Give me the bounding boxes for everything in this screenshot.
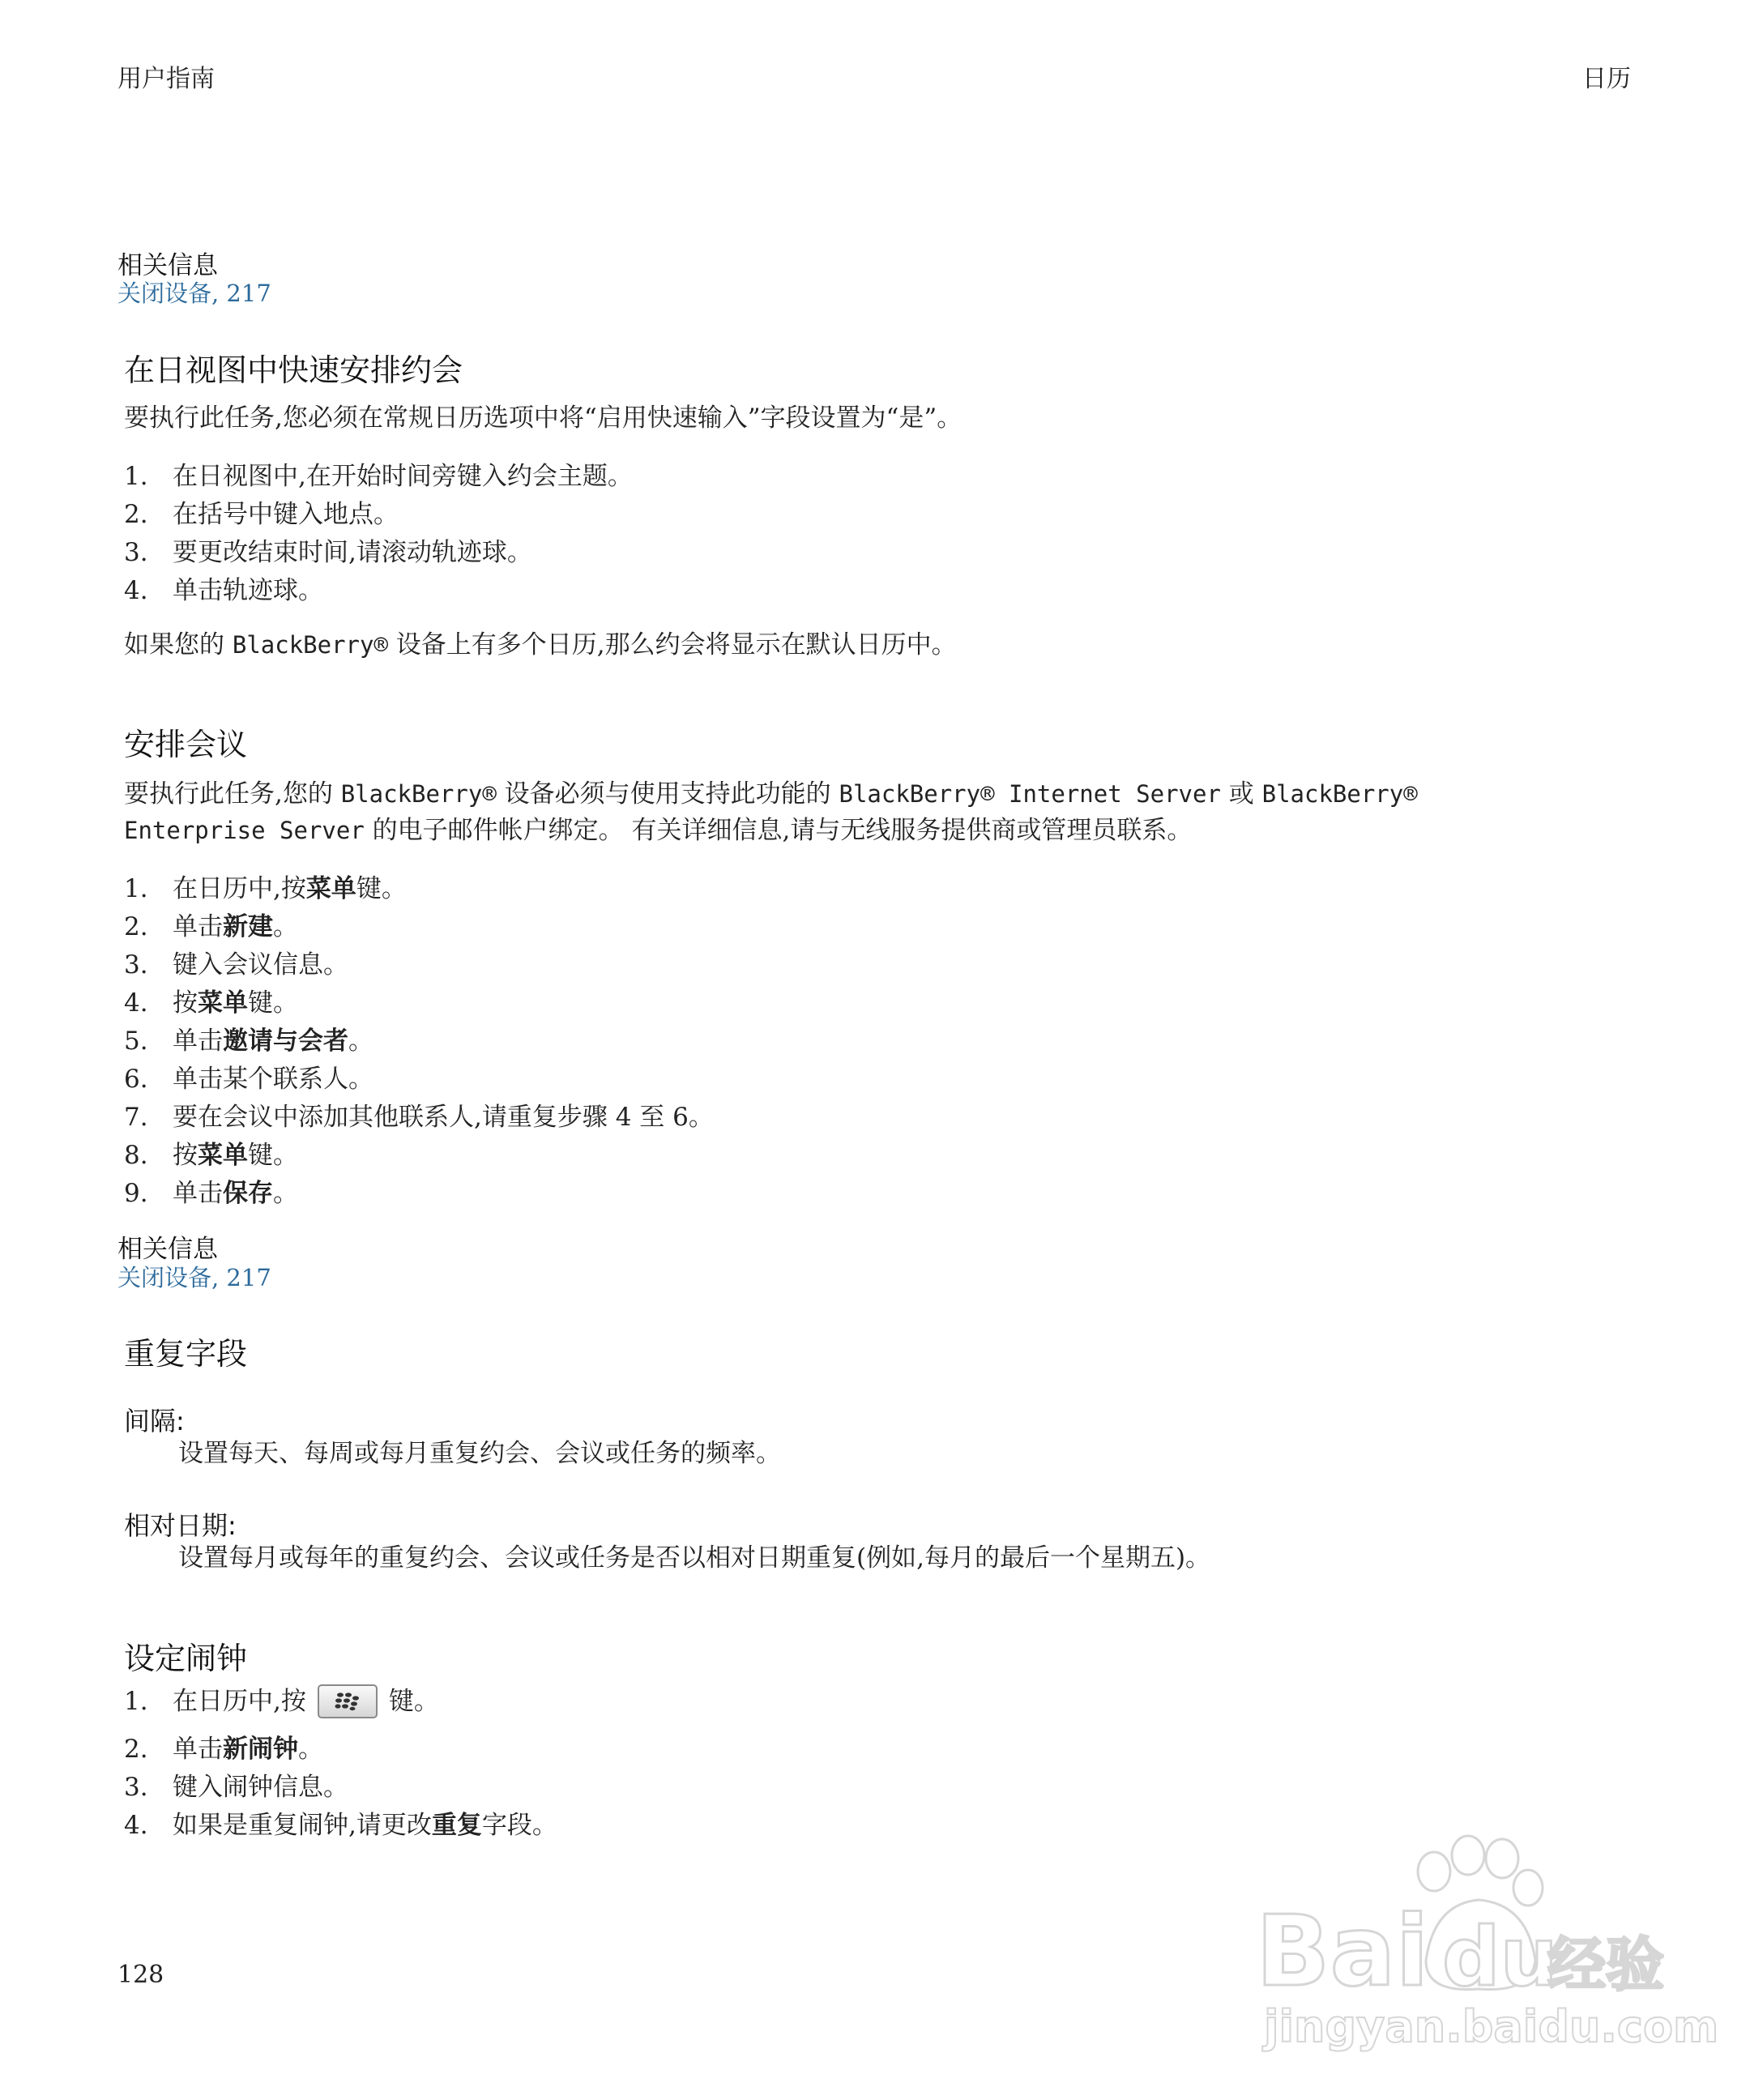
meeting-steps-list [124, 868, 714, 1210]
list-item: 1. 在日历中,按菜单键。 [124, 874, 407, 903]
alarm-steps-list [124, 1728, 557, 1842]
meeting-intro-line-1: 要执行此任务,您的 BlackBerry® 设备必须与使用支持此功能的 BlackBerry® Internet Server 或 BlackBerry® [124, 779, 1418, 809]
section-title-quick-appointment: 在日视图中快速安排约会 [124, 352, 463, 388]
watermark-url: jingyan.baidu.com [1264, 2001, 1719, 2052]
list-item: 9. 单击保存。 [124, 1179, 298, 1208]
related-info-link[interactable]: 关闭设备, 217 [117, 1264, 271, 1291]
list-item: 3. 键入闹钟信息。 [124, 1773, 348, 1802]
list-item: 4. 单击轨迹球。 [124, 576, 323, 605]
list-item: 3. 要更改结束时间,请滚动轨迹球。 [124, 538, 532, 567]
meeting-intro-line-2: Enterprise Server 的电子邮件帐户绑定。 有关详细信息,请与无线服务提供商或管理员联系。 [124, 816, 1193, 845]
section-title-recurrence-fields: 重复字段 [124, 1336, 248, 1372]
section-intro: 要执行此任务,您必须在常规日历选项中将“启用快速输入”字段设置为“是”。 [124, 403, 962, 433]
header-guide-title: 用户指南 [117, 65, 215, 93]
field-desc-interval: 设置每天、每周或每月重复约会、会议或任务的频率。 [178, 1439, 781, 1468]
list-item: 2. 单击新闹钟。 [124, 1735, 323, 1764]
list-item: 4. 如果是重复闹钟,请更改重复字段。 [124, 1811, 557, 1840]
watermark-brand-end: du [1442, 1910, 1558, 2004]
list-item: 7. 要在会议中添加其他联系人,请重复步骤 4 至 6。 [124, 1103, 714, 1132]
related-info-heading: 相关信息 [117, 251, 218, 280]
blackberry-menu-key-icon [318, 1684, 378, 1718]
quick-steps-list [124, 455, 633, 608]
list-item: 4. 按菜单键。 [124, 988, 298, 1018]
list-item: 5. 单击邀请与会者。 [124, 1027, 373, 1056]
baidu-jingyan-watermark [1248, 1823, 1719, 2066]
section-title-set-alarm: 设定闹钟 [124, 1641, 248, 1676]
header-chapter-title: 日历 [1582, 65, 1631, 93]
list-item: 6. 单击某个联系人。 [124, 1065, 373, 1094]
watermark-brand: Bai [1256, 1896, 1429, 2008]
quick-note: 如果您的 BlackBerry® 设备上有多个日历,那么约会将显示在默认日历中。 [124, 630, 957, 659]
list-item: 8. 按菜单键。 [124, 1141, 298, 1170]
section-title-schedule-meeting: 安排会议 [124, 727, 248, 762]
list-item: 3. 键入会议信息。 [124, 950, 348, 980]
related-info-link[interactable]: 关闭设备, 217 [117, 280, 271, 307]
related-info-heading: 相关信息 [117, 1235, 218, 1264]
blackberry-logo-icon [335, 1692, 360, 1710]
list-item: 1. 在日视图中,在开始时间旁键入约会主题。 [124, 462, 633, 491]
list-item: 2. 在括号中键入地点。 [124, 500, 399, 529]
field-term-relative-date: 相对日期: [124, 1510, 237, 1541]
list-item: 2. 单击新建。 [124, 912, 298, 941]
page-number: 128 [117, 1961, 164, 1989]
list-item: 1. 在日历中,按 键。 [124, 1680, 439, 1722]
field-desc-relative-date: 设置每月或每年的重复约会、会议或任务是否以相对日期重复(例如,每月的最后一个星期五)。 [178, 1543, 1211, 1573]
field-term-interval: 间隔: [124, 1406, 185, 1436]
watermark-brand-cn: 经验 [1547, 1931, 1665, 1999]
